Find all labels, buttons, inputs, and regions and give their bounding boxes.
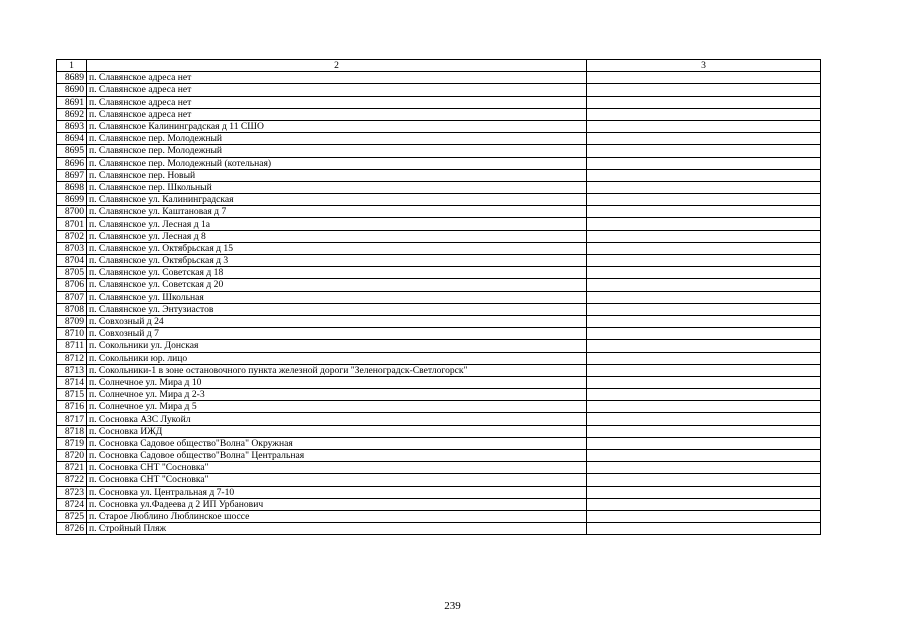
note-cell — [587, 523, 821, 535]
table-header-row — [57, 60, 821, 72]
address-cell: п. Славянское адреса нет — [87, 72, 587, 84]
table-row — [57, 450, 821, 462]
note-cell — [587, 437, 821, 449]
table-row — [57, 462, 821, 474]
address-cell: п. Славянское адреса нет — [87, 108, 587, 120]
row-number-cell: 8703 — [57, 242, 87, 254]
table-row — [57, 474, 821, 486]
address-cell: п. Славянское адреса нет — [87, 96, 587, 108]
row-number-cell: 8694 — [57, 133, 87, 145]
note-cell — [587, 486, 821, 498]
address-cell: п. Сокольники ул. Донская — [87, 340, 587, 352]
note-cell — [587, 352, 821, 364]
table-row — [57, 84, 821, 96]
row-number-cell: 8707 — [57, 291, 87, 303]
address-cell: п. Сосновка Садовое общество"Волна" Центральная — [87, 450, 587, 462]
row-number-cell: 8704 — [57, 255, 87, 267]
note-cell — [587, 364, 821, 376]
row-number-cell: 8693 — [57, 120, 87, 132]
note-cell — [587, 450, 821, 462]
address-cell: п. Сосновка СНТ "Сосновка" — [87, 474, 587, 486]
table-row — [57, 328, 821, 340]
table-row — [57, 108, 821, 120]
address-cell: п. Славянское ул. Школьная — [87, 291, 587, 303]
note-cell — [587, 413, 821, 425]
row-number-cell: 8724 — [57, 498, 87, 510]
table-row — [57, 267, 821, 279]
table-row — [57, 72, 821, 84]
table-row — [57, 194, 821, 206]
address-cell: п. Совхозный д 24 — [87, 315, 587, 327]
note-cell — [587, 462, 821, 474]
column-header-3: 3 — [587, 60, 821, 72]
note-cell — [587, 389, 821, 401]
address-cell: п. Солнечное ул. Мира д 10 — [87, 376, 587, 388]
row-number-cell: 8698 — [57, 181, 87, 193]
row-number-cell: 8725 — [57, 510, 87, 522]
note-cell — [587, 315, 821, 327]
table-row — [57, 133, 821, 145]
note-cell — [587, 230, 821, 242]
address-cell: п. Славянское пер. Новый — [87, 169, 587, 181]
note-cell — [587, 474, 821, 486]
row-number-cell: 8726 — [57, 523, 87, 535]
table-row — [57, 437, 821, 449]
note-cell — [587, 145, 821, 157]
row-number-cell: 8721 — [57, 462, 87, 474]
row-number-cell: 8712 — [57, 352, 87, 364]
row-number-cell: 8715 — [57, 389, 87, 401]
table-row — [57, 206, 821, 218]
note-cell — [587, 279, 821, 291]
page-number: 239 — [444, 600, 461, 612]
address-cell: п. Славянское пер. Молодежный — [87, 133, 587, 145]
address-cell: п. Славянское Калининградская д 11 СШО — [87, 120, 587, 132]
note-cell — [587, 291, 821, 303]
row-number-cell: 8723 — [57, 486, 87, 498]
address-cell: п. Славянское пер. Молодежный — [87, 145, 587, 157]
table-row — [57, 255, 821, 267]
table-row — [57, 425, 821, 437]
table-row — [57, 401, 821, 413]
note-cell — [587, 376, 821, 388]
note-cell — [587, 133, 821, 145]
table-row — [57, 498, 821, 510]
table-row — [57, 279, 821, 291]
note-cell — [587, 401, 821, 413]
row-number-cell: 8696 — [57, 157, 87, 169]
row-number-cell: 8700 — [57, 206, 87, 218]
row-number-cell: 8720 — [57, 450, 87, 462]
note-cell — [587, 242, 821, 254]
row-number-cell: 8713 — [57, 364, 87, 376]
row-number-cell: 8711 — [57, 340, 87, 352]
table-row — [57, 376, 821, 388]
table-row — [57, 389, 821, 401]
note-cell — [587, 425, 821, 437]
row-number-cell: 8708 — [57, 303, 87, 315]
table-row — [57, 523, 821, 535]
address-cell: п. Сосновка ИЖД — [87, 425, 587, 437]
note-cell — [587, 267, 821, 279]
address-cell: п. Сосновка ул.Фадеева д 2 ИП Урбанович — [87, 498, 587, 510]
column-header-1: 1 — [57, 60, 87, 72]
note-cell — [587, 218, 821, 230]
note-cell — [587, 72, 821, 84]
column-header-2: 2 — [87, 60, 587, 72]
row-number-cell: 8714 — [57, 376, 87, 388]
row-number-cell: 8706 — [57, 279, 87, 291]
row-number-cell: 8702 — [57, 230, 87, 242]
address-cell: п. Солнечное ул. Мира д 5 — [87, 401, 587, 413]
table-row — [57, 242, 821, 254]
address-cell: п. Славянское ул. Советская д 18 — [87, 267, 587, 279]
address-cell: п. Стройный Пляж — [87, 523, 587, 535]
table-row — [57, 291, 821, 303]
note-cell — [587, 84, 821, 96]
address-cell: п. Сосновка Садовое общество"Волна" Окружная — [87, 437, 587, 449]
row-number-cell: 8705 — [57, 267, 87, 279]
table-body — [57, 60, 821, 535]
note-cell — [587, 328, 821, 340]
note-cell — [587, 340, 821, 352]
address-cell: п. Славянское ул. Советская д 20 — [87, 279, 587, 291]
note-cell — [587, 255, 821, 267]
table-row — [57, 230, 821, 242]
note-cell — [587, 157, 821, 169]
note-cell — [587, 181, 821, 193]
row-number-cell: 8701 — [57, 218, 87, 230]
note-cell — [587, 120, 821, 132]
row-number-cell: 8691 — [57, 96, 87, 108]
table-row — [57, 157, 821, 169]
row-number-cell: 8719 — [57, 437, 87, 449]
note-cell — [587, 108, 821, 120]
table-row — [57, 352, 821, 364]
address-cell: п. Славянское ул. Энтузиастов — [87, 303, 587, 315]
address-cell: п. Славянское ул. Калининградская — [87, 194, 587, 206]
table-row — [57, 510, 821, 522]
address-cell: п. Сосновка ул. Центральная д 7-10 — [87, 486, 587, 498]
address-cell: п. Славянское пер. Школьный — [87, 181, 587, 193]
address-cell: п. Солнечное ул. Мира д 2-3 — [87, 389, 587, 401]
address-cell: п. Старое Люблино Люблинское шоссе — [87, 510, 587, 522]
row-number-cell: 8699 — [57, 194, 87, 206]
row-number-cell: 8716 — [57, 401, 87, 413]
address-table — [56, 59, 821, 535]
address-cell: п. Славянское ул. Каштановая д 7 — [87, 206, 587, 218]
address-cell: п. Славянское адреса нет — [87, 84, 587, 96]
table-row — [57, 303, 821, 315]
row-number-cell: 8722 — [57, 474, 87, 486]
note-cell — [587, 303, 821, 315]
row-number-cell: 8710 — [57, 328, 87, 340]
note-cell — [587, 194, 821, 206]
note-cell — [587, 498, 821, 510]
address-cell: п. Славянское ул. Октябрьская д 3 — [87, 255, 587, 267]
address-cell: п. Славянское ул. Лесная д 1а — [87, 218, 587, 230]
address-cell: п. Славянское пер. Молодежный (котельная) — [87, 157, 587, 169]
row-number-cell: 8709 — [57, 315, 87, 327]
row-number-cell: 8689 — [57, 72, 87, 84]
address-cell: п. Сосновка АЗС Лукойл — [87, 413, 587, 425]
address-cell: п. Совхозный д 7 — [87, 328, 587, 340]
note-cell — [587, 96, 821, 108]
table-row — [57, 120, 821, 132]
row-number-cell: 8692 — [57, 108, 87, 120]
row-number-cell: 8690 — [57, 84, 87, 96]
row-number-cell: 8718 — [57, 425, 87, 437]
address-cell: п. Сокольники юр. лицо — [87, 352, 587, 364]
address-cell: п. Сокольники-1 в зоне остановочного пункта железной дороги "Зеленоградск-Светлогорск" — [87, 364, 587, 376]
address-cell: п. Славянское ул. Октябрьская д 15 — [87, 242, 587, 254]
note-cell — [587, 510, 821, 522]
row-number-cell: 8697 — [57, 169, 87, 181]
table-row — [57, 413, 821, 425]
table-row — [57, 218, 821, 230]
table-row — [57, 145, 821, 157]
table-row — [57, 169, 821, 181]
address-cell: п. Славянское ул. Лесная д 8 — [87, 230, 587, 242]
table-row — [57, 486, 821, 498]
row-number-cell: 8717 — [57, 413, 87, 425]
address-cell: п. Сосновка СНТ "Сосновка" — [87, 462, 587, 474]
note-cell — [587, 206, 821, 218]
table-row — [57, 364, 821, 376]
note-cell — [587, 169, 821, 181]
table-row — [57, 315, 821, 327]
table-row — [57, 96, 821, 108]
table-row — [57, 340, 821, 352]
row-number-cell: 8695 — [57, 145, 87, 157]
table-row — [57, 181, 821, 193]
